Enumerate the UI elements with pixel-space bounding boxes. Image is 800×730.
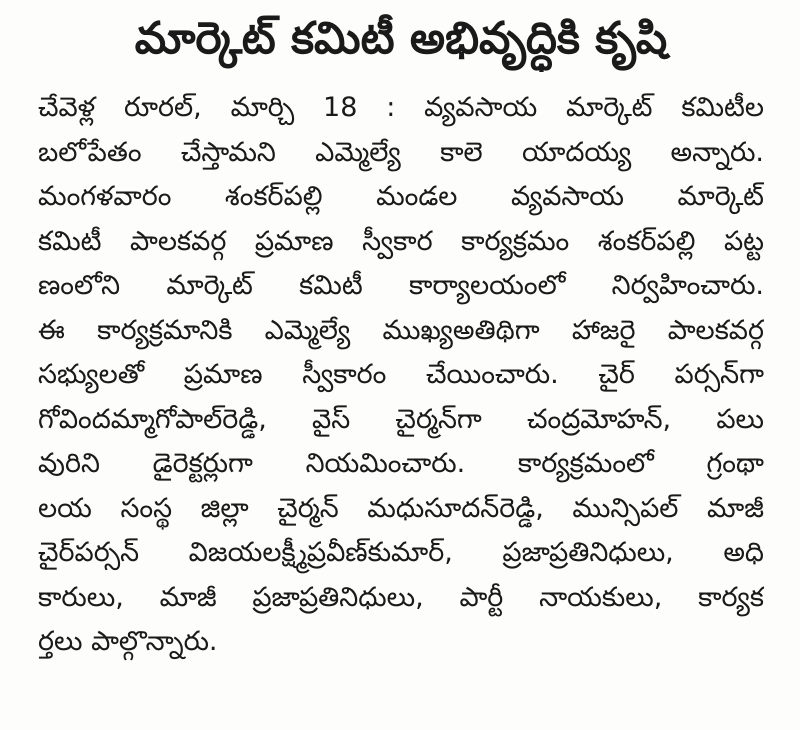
- article-line: సభ్యులతో ప్రమాణ స్వీకారం చేయించారు. చైర్ పర్సన్‌గా: [38, 359, 764, 390]
- article-line: చేవెళ్ల రూరల్, మార్చి 18 : వ్యవసాయ మార్కెట్ కమిటీల: [38, 92, 764, 123]
- article-line: చైర్‌పర్సన్ విజయలక్ష్మీప్రవీణ్‌కుమార్, ప్రజాప్రతినిధులు, అధి: [38, 537, 764, 568]
- article-line: బలోపేతం చేస్తామని ఎమ్మెల్యే కాలె యాదయ్య అన్నారు.: [38, 136, 764, 168]
- article-body: [38, 86, 764, 665]
- article-line: లయ సంస్థ జిల్లా చైర్మన్ మధుసూదన్‌రెడ్డి, మున్సిపల్ మాజీ: [38, 492, 764, 524]
- article-line: ఈ కార్యక్రమానికి ఎమ్మెల్యే ముఖ్యఅతిథిగా హాజరై పాలకవర్గ: [38, 314, 764, 346]
- article-line: గోవిందమ్మాగోపాల్‌రెడ్డి, వైస్ చైర్మన్‌గా చంద్రమోహన్, పలు: [38, 403, 764, 435]
- article-line: వురిని డైరెక్టర్లుగా నియమించారు. కార్యక్రమంలో గ్రంథా: [38, 448, 764, 479]
- article-line: ణంలోని మార్కెట్ కమిటీ కార్యాలయంలో నిర్వహించారు.: [38, 270, 764, 301]
- article-line: కమిటీ పాలకవర్గ ప్రమాణ స్వీకార కార్యక్రమం శంకర్‌పల్లి పట్ట: [38, 225, 764, 257]
- article-line: ర్తలు పాల్గొన్నారు.: [38, 626, 218, 657]
- article-headline: మార్కెట్ కమిటీ అభివృద్ధికి కృషి: [134, 13, 668, 64]
- article-line: మంగళవారం శంకర్‌పల్లి మండల వ్యవసాయ మార్కెట్: [38, 181, 764, 212]
- article-line: కారులు, మాజీ ప్రజాప్రతినిధులు, పార్టీ నాయకులు, కార్యక: [38, 581, 764, 613]
